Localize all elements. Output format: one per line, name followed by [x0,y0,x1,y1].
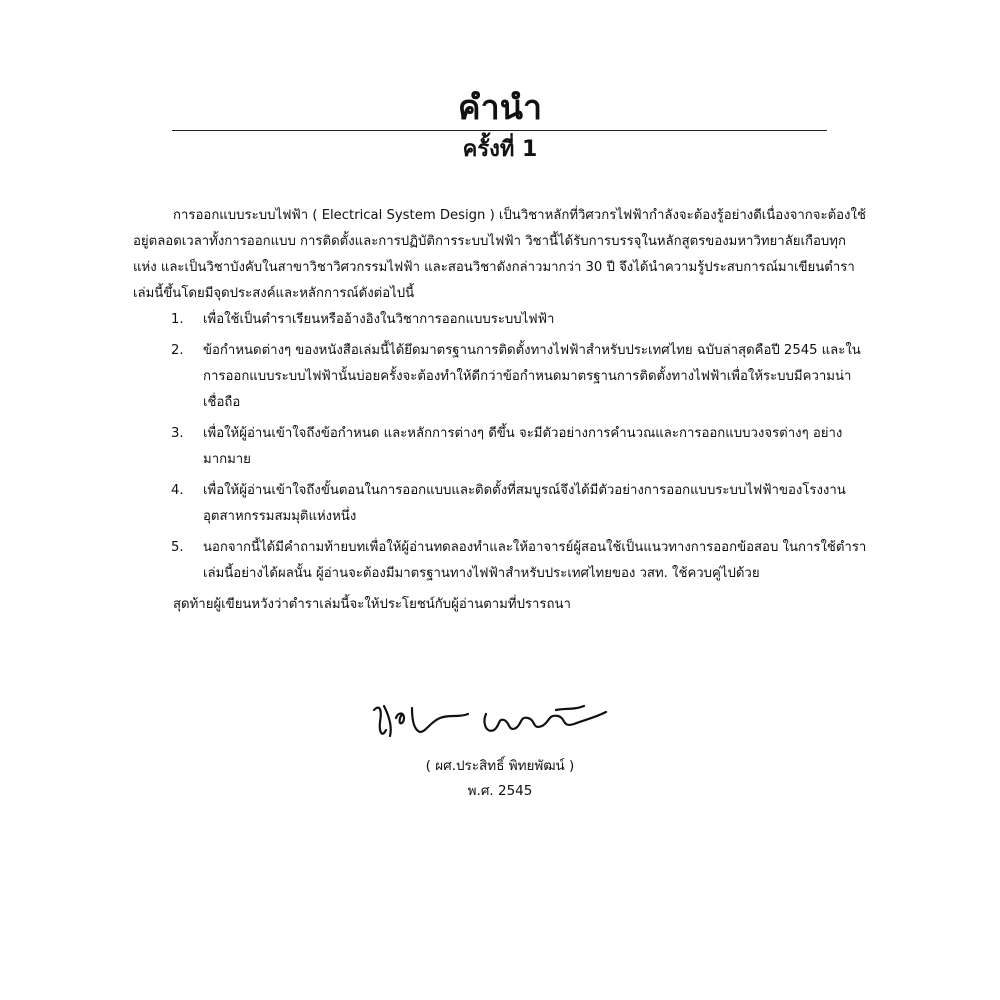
page-title: คำนำ [457,88,543,128]
list-item-text: เพื่อให้ผู้อ่านเข้าใจถึงขั้นตอนในการออกแบบและติดตั้งที่สมบูรณ์จึงได้มีตัวอย่างการออกแบบระบบไฟฟ้าของโรงงานอุตสาหกรรมสมมุติแห่งหนึ่ง [203,483,846,524]
publication-year: พ.ศ. 2545 [467,783,533,799]
list-item-text: เพื่อให้ผู้อ่านเข้าใจถึงข้อกำหนด และหลักการต่างๆ ดีขึ้น จะมีตัวอย่างการคำนวณและการออกแบบวงจรต่างๆ อย่างมากมาย [203,426,843,467]
list-item-number: 4. [171,483,184,498]
handwritten-signature [370,688,640,744]
list-item-text: เพื่อใช้เป็นตำราเรียนหรืออ้างอิงในวิชาการออกแบบระบบไฟฟ้า [203,312,555,327]
list-item-number: 3. [171,426,184,441]
list-item-text: นอกจากนี้ได้มีคำถามท้ายบทเพื่อให้ผู้อ่านทดลองทำและให้อาจารย์ผู้สอนใช้เป็นแนวทางการออกข้อสอบ ในการใช้ตำราเล่มนี้อย่างได้ผลนั้น ผู้อ่านจะต้องมีมาตรฐานทางไฟฟ้าสำหรับประเทศไทยของ วสท. ใช้ควบคู่ไปด้วย [203,540,867,581]
closing-paragraph: สุดท้ายผู้เขียนหวังว่าตำราเล่มนี้จะให้ประโยชน์กับผู้อ่านตามที่ปรารถนา [173,597,571,612]
objectives-list [133,307,867,587]
edition-subtitle: ครั้งที่ 1 [462,137,538,162]
list-item [133,535,867,587]
list-item [133,478,867,530]
title-divider [172,130,827,131]
list-item-number: 1. [171,312,184,327]
intro-paragraph: การออกแบบระบบไฟฟ้า ( Electrical System Design ) เป็นวิชาหลักที่วิศวกรไฟฟ้ากำลังจะต้องรู้อย่างดีเนื่องจากจะต้องใช้อยู่ตลอดเวลาทั้งการออกแบบ การติดตั้งและการปฏิบัติการระบบไฟฟ้า วิชานี้ได้รับการบรรจุในหลักสูตรของมหาวิทยาลัยเกือบทุกแห่ง และเป็นวิชาบังคับในสาขาวิชาวิศวกรรมไฟฟ้า และสอนวิชาดังกล่าวมากว่า 30 ปี จึงได้นำความรู้ประสบการณ์มาเขียนตำราเล่มนี้ขึ้นโดยมีจุดประสงค์และหลักการณ์ดังต่อไปนี้ [133,208,866,301]
list-item [133,421,867,473]
list-item-number: 5. [171,540,184,555]
author-name: ( ผศ.ประสิทธิ์ พิทยพัฒน์ ) [425,758,575,774]
preface-body [133,203,867,618]
list-item-text: ข้อกำหนดต่างๆ ของหนังสือเล่มนี้ได้ยึดมาตรฐานการติดตั้งทางไฟฟ้าสำหรับประเทศไทย ฉบับล่าสุดคือปี 2545 และในการออกแบบระบบไฟฟ้านั้นบ่อยครั้งจะต้องทำให้ดีกว่าข้อกำหนดมาตรฐานการติดตั้งทางไฟฟ้าเพื่อให้ระบบมีความน่าเชื่อถือ [203,343,861,410]
list-item [133,307,867,333]
list-item-number: 2. [171,343,184,358]
list-item [133,338,867,416]
